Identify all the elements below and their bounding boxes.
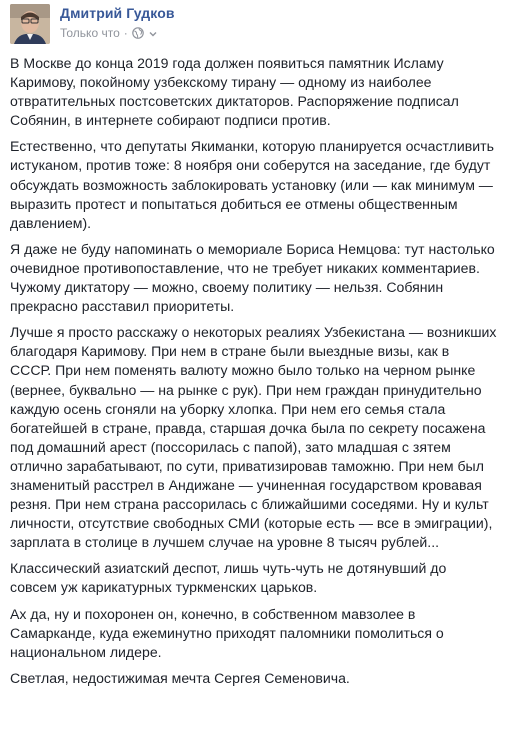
separator: ·: [123, 26, 128, 40]
timestamp[interactable]: Только что: [60, 26, 120, 40]
chevron-down-icon[interactable]: [148, 28, 158, 38]
post-paragraph: Я даже не буду напоминать о мемориале Бориса Немцова: тут настолько очевидное противопоставление, что не требует никаких комментариев. Чужому диктатору — можно, своему политику — нельзя. Собянин прекрасно расставил приоритеты.: [10, 240, 495, 315]
author-name[interactable]: Дмитрий Гудков: [60, 5, 175, 21]
profile-photo: [10, 4, 50, 44]
globe-icon[interactable]: [132, 27, 144, 39]
post-text: [10, 54, 522, 695]
post-paragraph: Светлая, недостижимая мечта Сергея Семеновича.: [10, 669, 350, 686]
post-paragraph: Ах да, ну и похоронен он, конечно, в собственном мавзолее в Самарканде, куда ежеминутно приходят паломники помолиться о национальном лидере.: [10, 605, 444, 660]
avatar[interactable]: [10, 4, 50, 44]
post-paragraph: В Москве до конца 2019 года должен появиться памятник Исламу Каримову, покойному узбекскому тирану — одному из наиболее отвратительных постсоветских диктаторов. Распоряжение подписал Собянин, в интернете собирают подписи против.: [10, 55, 459, 129]
post-paragraph: Лучше я просто расскажу о некоторых реалиях Узбекистана — возникших благодаря Каримову. При нем в стране были выездные визы, как в СССР. При нем поменять валюту можно было только на черном рынке (вернее, буквально — на рынке с рук). При нем граждан принудительно каждую осень сгоняли на уборку хлопка. При нем его семья стала богатейшей в стране, правда, старшая дочка была по секрету посажена под домашний арест (поссорилась с папой), зато младшая с зятем отлично зарабатывают, по сути, приватизировав таможню. При нем был знаменитый расстрел в Андижане — учиненная государством кровавая резня. При нем страна рассорилась с ближайшими соседями. Ну и культ личности, отсутствие свободных СМИ (которые есть — все в эмиграции), зарплата в столице в лучшем случае на уровне 8 тысяч рублей...: [10, 324, 497, 551]
post-paragraph: Классический азиатский деспот, лишь чуть-чуть не дотянувший до совсем уж карикатурных туркменских царьков.: [10, 560, 447, 596]
post-paragraph: Естественно, что депутаты Якиманки, которую планируется осчастливить истуканом, против тоже: 8 ноября они соберутся на заседание, где будут обсуждать возможность заблокировать установку (или — как минимум — выразить протест и попытаться добиться ее отмены общественным давлением).: [10, 138, 494, 231]
post-meta: [60, 26, 158, 40]
